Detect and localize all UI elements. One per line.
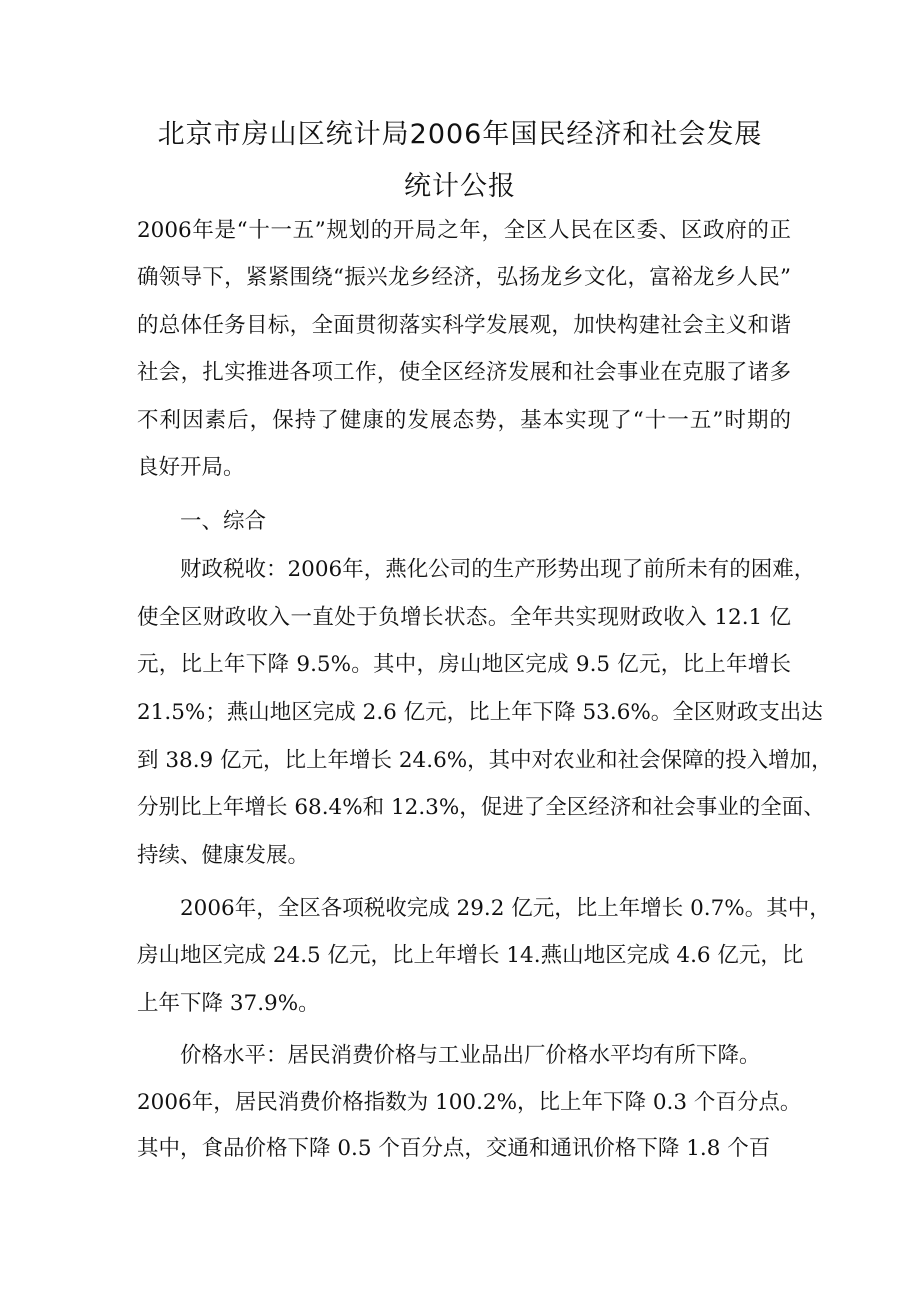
text-line: 不利因素后，保持了健康的发展态势，基本实现了“十一五”时期的 <box>137 408 791 433</box>
text-line: 确领导下，紧紧围绕“振兴龙乡经济，弘扬龙乡文化，富裕龙乡人民” <box>137 265 791 290</box>
text-line: 使全区财政收入一直处于负增长状态。全年共实现财政收入 12.1 亿 <box>137 605 791 630</box>
text-line: 财政税收：2006年，燕化公司的生产形势出现了前所未有的困难， <box>180 557 816 582</box>
text-line: 价格水平：居民消费价格与工业品出厂价格水平均有所下降。 <box>180 1043 761 1068</box>
text-line: 持续、健康发展。 <box>137 843 310 868</box>
text-line: 社会，扎实推进各项工作，使全区经济发展和社会事业在克服了诸多 <box>137 360 791 385</box>
text-line: 2006年是“十一五”规划的开局之年，全区人民在区委、区政府的正 <box>137 218 791 243</box>
text-line: 到 38.9 亿元，比上年增长 24.6%，其中对农业和社会保障的投入增加， <box>137 748 833 773</box>
text-line: 的总体任务目标，全面贯彻落实科学发展观，加快构建社会主义和谐 <box>137 313 791 338</box>
text-line: 上年下降 37.9%。 <box>137 991 320 1016</box>
text-line: 2006年，居民消费价格指数为 100.2%，比上年下降 0.3 个百分点。 <box>137 1090 802 1115</box>
text-line: 分别比上年增长 68.4%和 12.3%，促进了全区经济和社会事业的全面、 <box>137 795 825 820</box>
document-title-line-2: 统计公报 <box>404 171 516 202</box>
document-title-line-1: 北京市房山区统计局2006年国民经济和社会发展 <box>157 119 763 150</box>
text-line: 元，比上年下降 9.5%。其中，房山地区完成 9.5 亿元，比上年增长 <box>137 652 791 677</box>
text-line: 21.5%；燕山地区完成 2.6 亿元，比上年下降 53.6%。全区财政支出达 <box>137 700 823 725</box>
text-line: 良好开局。 <box>137 455 245 480</box>
text-line: 其中，食品价格下降 0.5 个百分点，交通和通讯价格下降 1.8 个百 <box>137 1136 771 1161</box>
section-heading: 一、综合 <box>180 509 267 534</box>
text-line: 房山地区完成 24.5 亿元，比上年增长 14.燕山地区完成 4.6 亿元，比 <box>137 943 804 968</box>
text-line: 2006年，全区各项税收完成 29.2 亿元，比上年增长 0.7%。其中， <box>180 896 831 921</box>
